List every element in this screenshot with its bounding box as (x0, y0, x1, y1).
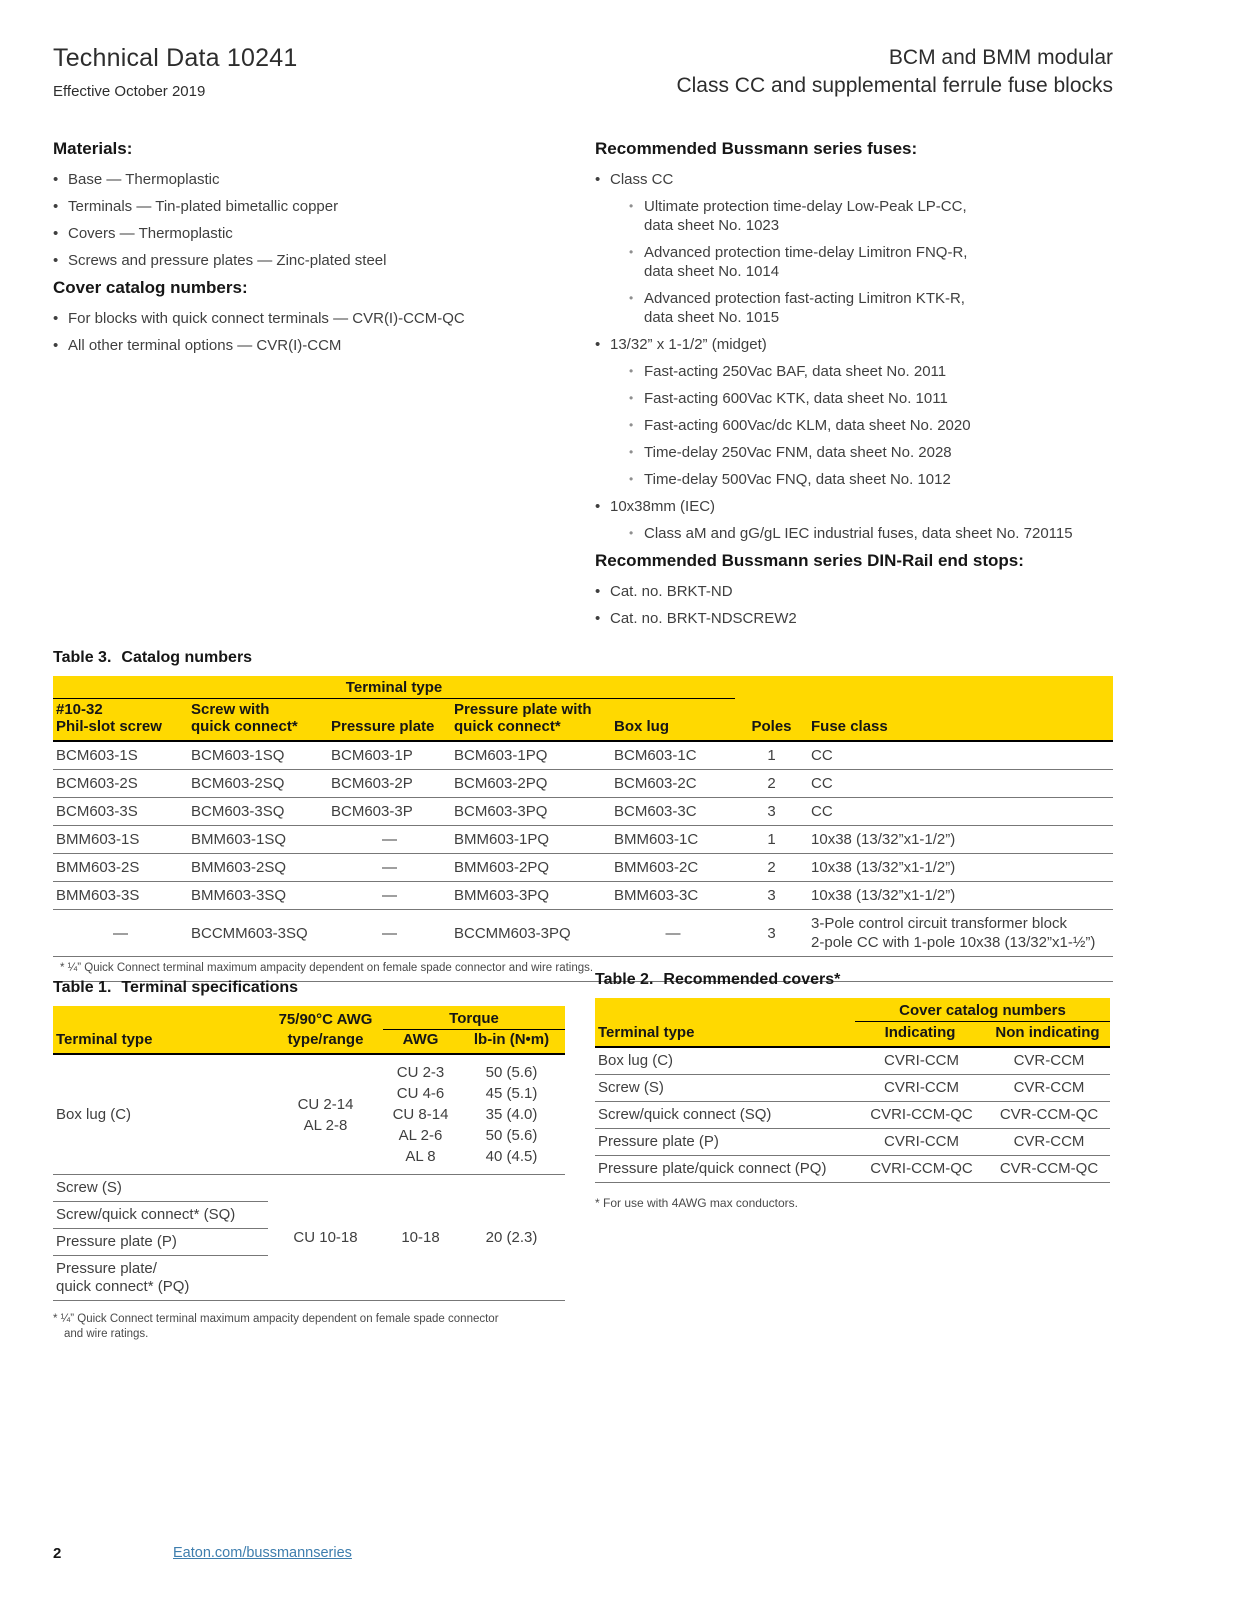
catalog-cell: BCM603-3C (611, 798, 735, 826)
table1-column-header-row (53, 1030, 565, 1055)
cover-number-cell: CVR-CCM (985, 1047, 1110, 1075)
bullet-icon: • (595, 171, 601, 188)
table3-title (53, 649, 1113, 667)
catalog-cell: BCCMM603-3PQ (451, 910, 611, 957)
cover-number-cell: CVR-CCM (985, 1129, 1110, 1156)
catalog-cell: BCM603-2PQ (451, 770, 611, 798)
catalog-cell: — (53, 910, 188, 957)
table-row (595, 1047, 1110, 1075)
catalog-cell: — (328, 910, 451, 957)
cover-number-cell: CVRI-CCM-QC (855, 1156, 985, 1183)
list-item-text: Ultimate protection time-delay Low-Peak LP-CC, data sheet No. 1023 (644, 198, 967, 234)
column-header: Terminal type (53, 1030, 268, 1055)
catalog-cell: BCM603-3PQ (451, 798, 611, 826)
catalog-cell: BCM603-1P (328, 741, 451, 770)
catalog-cell: 3 (735, 882, 808, 910)
list-item (595, 497, 1140, 516)
list-item (629, 362, 1140, 381)
catalog-cell: BMM603-1S (53, 826, 188, 854)
terminal-type-cell: Screw/quick connect* (SQ) (53, 1202, 268, 1229)
table-row (53, 910, 1113, 957)
list-item (629, 389, 1140, 408)
terminal-type-cell: Box lug (C) (53, 1054, 268, 1175)
catalog-cell: CC (808, 741, 1113, 770)
terminal-type-cell: Screw (S) (595, 1075, 855, 1102)
list-item-text: Time-delay 500Vac FNQ, data sheet No. 1012 (644, 471, 951, 488)
table3-title-text: Catalog numbers (121, 649, 253, 666)
table-row (53, 826, 1113, 854)
catalog-cell: 10x38 (13/32”x1-1/2”) (808, 854, 1113, 882)
table-row (595, 1102, 1110, 1129)
table2-title (595, 971, 1110, 989)
catalog-cell: BCM603-2SQ (188, 770, 328, 798)
recommended-covers-table (595, 998, 1110, 1183)
terminal-type-group-header: Terminal type (53, 676, 735, 699)
bullet-icon: • (629, 245, 634, 259)
bullet-icon: • (595, 610, 601, 627)
fuses-heading: Recommended Bussmann series fuses: (595, 139, 918, 158)
table2-footnote: * For use with 4AWG max conductors. (595, 1196, 798, 1210)
list-item (629, 289, 1140, 327)
bullet-icon: • (595, 498, 601, 515)
cover-catalog-heading: Cover catalog numbers: (53, 278, 248, 297)
bullet-icon: • (595, 583, 601, 600)
column-header: Screw with quick connect* (188, 699, 328, 742)
table-row (595, 1075, 1110, 1102)
catalog-cell: BMM603-2SQ (188, 854, 328, 882)
catalog-cell: BCM603-2P (328, 770, 451, 798)
catalog-cell: BCM603-1S (53, 741, 188, 770)
table3-column-header-row (53, 699, 1113, 742)
list-item-text: Advanced protection fast-acting Limitron KTK-R, data sheet No. 1015 (644, 290, 965, 326)
catalog-cell: — (328, 826, 451, 854)
table2-section (595, 971, 1110, 1211)
list-item (629, 470, 1140, 489)
list-item-text: Fast-acting 250Vac BAF, data sheet No. 2011 (644, 363, 947, 380)
awg-cell: CU 2-3 CU 4-6 CU 8-14 AL 2-6 AL 8 (383, 1054, 458, 1175)
list-item-text: Advanced protection time-delay Limitron FNQ-R, data sheet No. 1014 (644, 244, 968, 280)
terminal-type-cell: Screw/quick connect (SQ) (595, 1102, 855, 1129)
column-header: Fuse class (808, 699, 1113, 742)
catalog-cell: BCM603-3P (328, 798, 451, 826)
table2-header-spacer (595, 998, 855, 1022)
din-heading: Recommended Bussmann series DIN-Rail end stops: (595, 551, 1024, 570)
column-header: Box lug (611, 699, 735, 742)
bullet-icon: • (53, 252, 59, 269)
catalog-cell: — (611, 910, 735, 957)
table3-group-header-row (53, 676, 1113, 699)
bullet-icon: • (629, 418, 634, 432)
list-item (53, 251, 578, 270)
bullet-icon: • (629, 472, 634, 486)
product-title-line2: Class CC and supplemental ferrule fuse blocks (676, 74, 1113, 97)
list-item-text: Fast-acting 600Vac/dc KLM, data sheet No. 2020 (644, 417, 971, 434)
catalog-cell: 2 (735, 770, 808, 798)
list-item-text: 10x38mm (IEC) (610, 498, 716, 515)
table-row (53, 798, 1113, 826)
terminal-type-cell: Pressure plate (P) (595, 1129, 855, 1156)
column-header: AWG (383, 1030, 458, 1055)
page-number: 2 (53, 1545, 62, 1562)
product-title-line1: BCM and BMM modular (888, 46, 1113, 69)
catalog-cell: BMM603-1C (611, 826, 735, 854)
list-item (629, 197, 1140, 235)
list-item (595, 335, 1140, 354)
terminal-type-cell: Pressure plate (P) (53, 1229, 268, 1256)
catalog-cell: BCM603-3S (53, 798, 188, 826)
column-header: Terminal type (595, 1022, 855, 1048)
list-item (595, 170, 1140, 189)
table3-footnote: * ¼” Quick Connect terminal maximum ampacity dependent on female spade connector and wire ratings. (53, 957, 1113, 982)
list-item (629, 524, 1140, 543)
catalog-cell: BMM603-2PQ (451, 854, 611, 882)
torque-cell: 20 (2.3) (458, 1175, 565, 1301)
catalog-cell: CC (808, 798, 1113, 826)
bullet-icon: • (53, 198, 59, 215)
catalog-cell: BMM603-2S (53, 854, 188, 882)
awg-cell: 10-18 (383, 1175, 458, 1301)
catalog-cell: 3 (735, 798, 808, 826)
terminal-specifications-table (53, 1006, 565, 1301)
catalog-numbers-table (53, 676, 1113, 982)
list-item-text: Terminals — Tin-plated bimetallic copper (68, 198, 339, 215)
table1-group-header-row (53, 1006, 565, 1030)
catalog-cell: BMM603-2C (611, 854, 735, 882)
bullet-icon: • (53, 337, 59, 354)
torque-cell: 50 (5.6) 45 (5.1) 35 (4.0) 50 (5.6) 40 (4.5) (458, 1054, 565, 1175)
cover-number-cell: CVRI-CCM (855, 1075, 985, 1102)
table3-title-label: Table 3. (53, 649, 112, 666)
catalog-cell: — (328, 882, 451, 910)
list-item-text: Fast-acting 600Vac KTK, data sheet No. 1011 (644, 390, 948, 407)
materials-heading: Materials: (53, 139, 133, 158)
column-header: Pressure plate (328, 699, 451, 742)
bullet-icon: • (629, 391, 634, 405)
table2-group-header-row (595, 998, 1110, 1022)
catalog-cell: 2 (735, 854, 808, 882)
list-item (595, 609, 1140, 628)
materials-list (53, 170, 578, 270)
table1-section (53, 979, 565, 1342)
list-item (629, 243, 1140, 281)
bullet-icon: • (53, 310, 59, 327)
type-range-cell: CU 10-18 (268, 1175, 383, 1301)
list-item-text: Base — Thermoplastic (68, 171, 220, 188)
left-column (53, 139, 578, 363)
bullet-icon: • (629, 364, 634, 378)
table1-title (53, 979, 565, 997)
din-list (595, 582, 1140, 628)
column-header: Poles (735, 699, 808, 742)
column-header: Non indicating (985, 1022, 1110, 1048)
table1-footnote-line1: * ¼” Quick Connect terminal maximum ampacity dependent on female spade connector (53, 1313, 499, 1325)
catalog-cell: 1 (735, 741, 808, 770)
footer-link[interactable]: Eaton.com/bussmannseries (173, 1545, 352, 1561)
table2-title-label: Table 2. (595, 971, 654, 988)
list-item-text: Covers — Thermoplastic (68, 225, 233, 242)
cover-number-cell: CVRI-CCM-QC (855, 1102, 985, 1129)
table1-footnote-line2: and wire ratings. (64, 1328, 149, 1340)
list-item (53, 309, 578, 328)
catalog-cell: 3 (735, 910, 808, 957)
table-row (595, 1156, 1110, 1183)
torque-group-header: Torque (383, 1006, 565, 1030)
type-range-cell: CU 2-14 AL 2-8 (268, 1054, 383, 1175)
bullet-icon: • (629, 199, 634, 213)
list-item (629, 443, 1140, 462)
table3-section (53, 649, 1113, 982)
list-item-text: Screws and pressure plates — Zinc-plated steel (68, 252, 387, 269)
cover-catalog-group-header: Cover catalog numbers (855, 998, 1110, 1022)
table1-footnote (53, 1312, 565, 1342)
column-header: lb-in (N•m) (458, 1030, 565, 1055)
cover-catalog-list (53, 309, 578, 355)
table3-group-header-spacer (735, 676, 1113, 699)
terminal-type-cell: Screw (S) (53, 1175, 268, 1202)
bullet-icon: • (629, 291, 634, 305)
list-item-text: For blocks with quick connect terminals — CVR(I)-CCM-QC (68, 310, 465, 327)
cover-number-cell: CVRI-CCM (855, 1129, 985, 1156)
list-item (53, 224, 578, 243)
catalog-cell: — (328, 854, 451, 882)
catalog-cell: 3-Pole control circuit transformer block 2-pole CC with 1-pole 10x38 (13/32”x1-½”) (808, 910, 1113, 957)
list-item (53, 197, 578, 216)
list-item-text: 13/32” x 1-1/2” (midget) (610, 336, 767, 353)
catalog-cell: BCM603-1PQ (451, 741, 611, 770)
catalog-cell: BCM603-1SQ (188, 741, 328, 770)
table1-title-text: Terminal specifications (121, 979, 299, 996)
catalog-cell: CC (808, 770, 1113, 798)
table2-title-text: Recommended covers* (663, 971, 841, 988)
list-item (629, 416, 1140, 435)
bullet-icon: • (53, 171, 59, 188)
bullet-icon: • (595, 336, 601, 353)
table-row (53, 741, 1113, 770)
catalog-cell: BMM603-1SQ (188, 826, 328, 854)
table-row (53, 1175, 565, 1202)
list-item (595, 582, 1140, 601)
cover-number-cell: CVR-CCM (985, 1075, 1110, 1102)
list-item-text: All other terminal options — CVR(I)-CCM (68, 337, 342, 354)
catalog-cell: 1 (735, 826, 808, 854)
header-right (676, 44, 1113, 100)
list-item-text: Class aM and gG/gL IEC industrial fuses, data sheet No. 720115 (644, 525, 1073, 542)
catalog-cell: 10x38 (13/32”x1-1/2”) (808, 882, 1113, 910)
column-header: Pressure plate with quick connect* (451, 699, 611, 742)
header-left (53, 44, 297, 100)
table2-column-header-row (595, 1022, 1110, 1048)
right-column (595, 139, 1140, 636)
cover-number-cell: CVR-CCM-QC (985, 1102, 1110, 1129)
list-item (53, 170, 578, 189)
catalog-cell: BMM603-3PQ (451, 882, 611, 910)
catalog-cell: 10x38 (13/32”x1-1/2”) (808, 826, 1113, 854)
table-row (53, 854, 1113, 882)
doc-title: Technical Data 10241 (53, 44, 298, 72)
catalog-cell: BCM603-1C (611, 741, 735, 770)
table-row (53, 1054, 565, 1175)
awg-range-header-line1: 75/90°C AWG (268, 1006, 383, 1030)
awg-range-header-line2: type/range (268, 1030, 383, 1055)
table-row (53, 770, 1113, 798)
catalog-cell: BMM603-3C (611, 882, 735, 910)
catalog-cell: BMM603-3S (53, 882, 188, 910)
bullet-icon: • (629, 526, 634, 540)
bullet-icon: • (629, 445, 634, 459)
cover-number-cell: CVR-CCM-QC (985, 1156, 1110, 1183)
terminal-type-cell: Pressure plate/quick connect (PQ) (595, 1156, 855, 1183)
fuses-list (595, 170, 1140, 543)
terminal-type-cell: Box lug (C) (595, 1047, 855, 1075)
catalog-cell: BCCMM603-3SQ (188, 910, 328, 957)
catalog-cell: BCM603-2S (53, 770, 188, 798)
terminal-type-cell: Pressure plate/ quick connect* (PQ) (53, 1256, 268, 1301)
table-row (53, 882, 1113, 910)
catalog-cell: BMM603-3SQ (188, 882, 328, 910)
list-item-text: Class CC (610, 171, 674, 188)
cover-number-cell: CVRI-CCM (855, 1047, 985, 1075)
doc-effective-date: Effective October 2019 (53, 83, 206, 100)
list-item-text: Cat. no. BRKT-ND (610, 583, 733, 600)
catalog-cell: BCM603-2C (611, 770, 735, 798)
table1-header-spacer (53, 1006, 268, 1030)
catalog-cell: BCM603-3SQ (188, 798, 328, 826)
column-header: Indicating (855, 1022, 985, 1048)
list-item-text: Time-delay 250Vac FNM, data sheet No. 2028 (644, 444, 952, 461)
catalog-cell: BMM603-1PQ (451, 826, 611, 854)
column-header: #10-32 Phil-slot screw (53, 699, 188, 742)
table1-title-label: Table 1. (53, 979, 112, 996)
list-item (53, 336, 578, 355)
table-row (595, 1129, 1110, 1156)
bullet-icon: • (53, 225, 59, 242)
list-item-text: Cat. no. BRKT-NDSCREW2 (610, 610, 797, 627)
